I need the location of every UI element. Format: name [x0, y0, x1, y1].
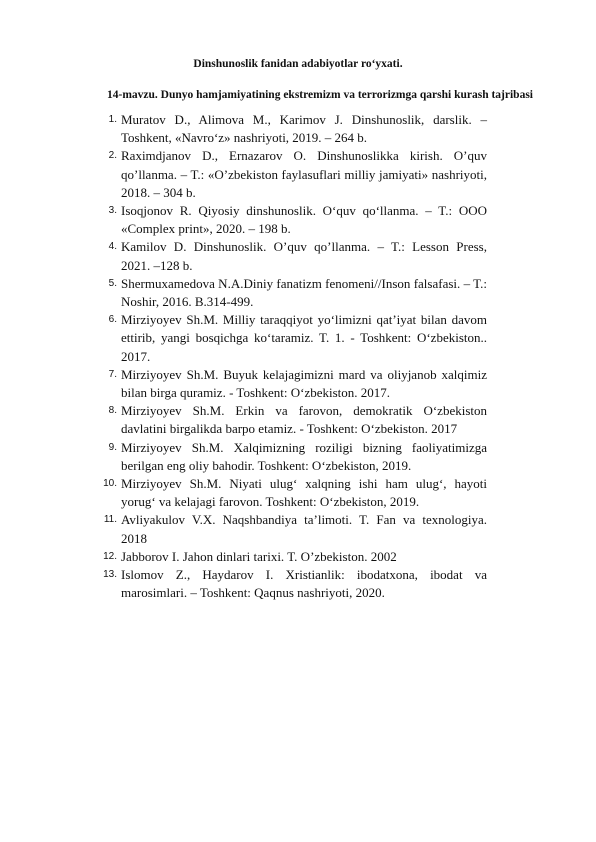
reference-number: 5. — [108, 277, 117, 289]
reference-number: 10. — [103, 478, 117, 490]
reference-number: 7. — [108, 368, 117, 380]
reference-number: 4. — [108, 241, 117, 253]
reference-item — [95, 366, 487, 402]
reference-item — [95, 566, 487, 602]
reference-item — [95, 475, 487, 511]
reference-text: Avliyakulov V.X. Naqshbandiya ta’limoti. T. Fan va texnologiya. 2018 — [121, 512, 487, 546]
reference-number: 6. — [108, 314, 117, 326]
reference-item — [95, 238, 487, 274]
reference-item — [95, 548, 487, 566]
reference-item — [95, 275, 487, 311]
reference-number: 2. — [108, 150, 117, 162]
reference-text: Kamilov D. Dinshunoslik. O’quv qo’llanma. – T.: Lesson Press, 2021. –128 b. — [121, 239, 487, 273]
reference-text: Jabborov I. Jahon dinlari tarixi. T. O’zbekiston. 2002 — [121, 548, 397, 564]
reference-item — [95, 402, 487, 438]
reference-list — [95, 111, 487, 602]
reference-item — [95, 202, 487, 238]
reference-item — [95, 439, 487, 475]
reference-text: Isoqjonov R. Qiyosiy dinshunoslik. O‘quv qo‘llanma. – T.: OOO «Complex print», 2020. – 198 b. — [121, 203, 487, 237]
reference-text: Mirziyoyev Sh.M. Niyati ulug‘ xalqning ishi ham ulug‘, hayoti yorug‘ va kelajagi farovon. Toshkent: O‘zbekiston, 2019. — [121, 476, 487, 510]
reference-text: Islomov Z., Haydarov I. Xristianlik: ibodatxona, ibodat va marosimlari. – Toshkent: Qaqnus nashriyoti, 2020. — [121, 567, 487, 601]
reference-text: Mirziyoyev Sh.M. Buyuk kelajagimizni mard va oliyjanob xalqimiz bilan birga quramiz. - Toshkent: O‘zbekiston. 2017. — [121, 366, 487, 401]
reference-number: 9. — [108, 441, 117, 453]
reference-text: Mirziyoyev Sh.M. Xalqimizning roziligi bizning faoliyatimizga berilgan eng oliy bahodir. Toshkent: O‘zbekiston, 2019. — [121, 439, 487, 473]
reference-text: Muratov D., Alimova M., Karimov J. Dinshunoslik, darslik. – Toshkent, «Navro‘z» nashriyoti, 2019. – 264 b. — [121, 112, 487, 146]
reference-number: 13. — [103, 569, 117, 581]
reference-text: Mirziyoyev Sh.M. Erkin va farovon, demokratik O‘zbekiston davlatini birgalikda barpo etamiz. - Toshkent: O‘zbekiston. 2017 — [121, 403, 487, 437]
document-subtitle: 14-mavzu. Dunyo hamjamiyatining ekstremizm va terrorizmga qarshi kurash tajribasi — [106, 89, 533, 101]
reference-number: 8. — [108, 405, 117, 417]
reference-text: Raximdjanov D., Ernazarov O. Dinshunoslikka kirish. O’quv qo’llanma. – T.: «O’zbekiston faylasuflari milliy jamiyati» nashriyoti, 2018. – 304 b. — [121, 148, 487, 200]
reference-item — [95, 147, 487, 202]
reference-number: 12. — [103, 550, 117, 562]
document-title: Dinshunoslik fanidan adabiyotlar ro‘yxati. — [193, 58, 403, 70]
reference-item — [95, 311, 487, 366]
reference-number: 3. — [108, 205, 117, 217]
reference-number: 1. — [108, 114, 117, 125]
reference-text: Mirziyoyev Sh.M. Milliy taraqqiyot yo‘limizni qat’iyat bilan davom ettirib, yangi bosqichga ko‘taramiz. T. 1. - Toshkent: O‘zbekiston.. 2017. — [121, 312, 487, 364]
reference-item — [95, 511, 487, 547]
reference-number: 11. — [103, 514, 117, 526]
reference-item — [95, 111, 487, 147]
reference-text: Shermuxamedova N.A.Diniy fanatizm fenomeni//Inson falsafasi. – T.: Noshir, 2016. B.314-499. — [121, 275, 487, 310]
